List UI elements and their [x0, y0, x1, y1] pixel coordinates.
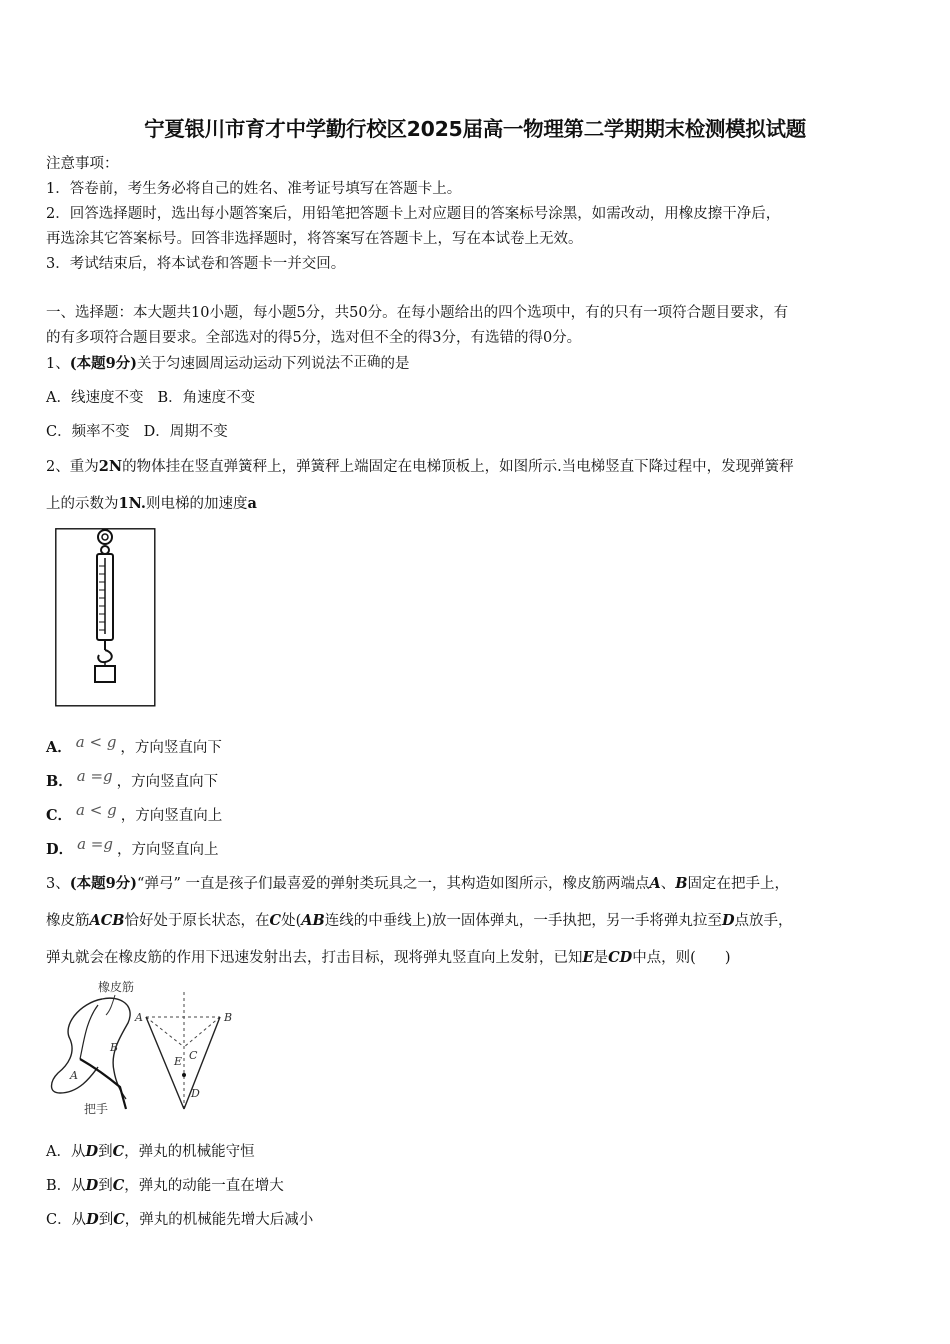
q2-weight: 2N — [98, 458, 123, 475]
q1-option-d: D．周期不变 — [143, 424, 228, 440]
q3-option-c: C．从D到C，弹丸的机械能先增大后减小 — [46, 1211, 314, 1228]
scale-ticks — [99, 566, 105, 630]
q2-option-d-math: a =g — [77, 835, 113, 853]
label-rubber-band: 橡皮筋 — [98, 980, 135, 994]
point-e — [182, 1073, 186, 1077]
notice-item-2: 2．回答选择题时，选出每小题答案后，用铅笔把答题卡上对应题目的答案标号涂黑，如需改动，用橡皮擦干净后， — [46, 206, 781, 222]
q1-option-c: C．频率不变 — [46, 424, 130, 440]
q2-option-b-math: a =g — [76, 767, 113, 785]
q1-not: 不正确 — [340, 354, 381, 370]
q1-option-a: A．线速度不变 — [46, 390, 144, 406]
q3-option-b: B．从D到C，弹丸的动能一直在增大 — [46, 1177, 284, 1194]
page-title: 宁夏银川市育才中学勤行校区2025届高一物理第二学期期末检测模拟试题 — [144, 117, 806, 141]
q2-line2-pre: 上的示数为 — [46, 496, 119, 512]
q1-option-b: B．角速度不变 — [157, 390, 256, 406]
notice-item-3: 3．考试结束后，将本试卷和答题卡一并交回。 — [46, 256, 346, 272]
q2-option-a: A． a < g ，方向竖直向下 — [46, 733, 222, 756]
bd-band — [184, 1017, 220, 1109]
section-instructions-2: 的有多项符合题目要求。全部选对的得5分，选对但不全的得3分，有选错的得0分。 — [46, 330, 582, 346]
fig-left-label-b: B — [110, 1041, 119, 1054]
hook — [98, 650, 112, 662]
q2-option-d: D． a =g ，方向竖直向上 — [46, 835, 219, 858]
q2-stem — [46, 455, 794, 476]
label-handle: 把手 — [84, 1102, 109, 1116]
q2-option-b: B． a =g ，方向竖直向下 — [46, 767, 219, 790]
fig-label-a: A — [135, 1011, 143, 1024]
q2-stem-line2 — [46, 492, 257, 513]
q2-option-c: C． a < g ，方向竖直向上 — [46, 801, 223, 824]
fig-label-b: B — [224, 1011, 233, 1024]
q2-option-a-math: a < g — [75, 733, 117, 751]
q3-stem-line3: 弹丸就会在橡皮筋的作用下迅速发射出去，打击目标，现将弹丸竖直向上发射，已知E是CD中点，则( ) — [46, 949, 731, 966]
slingshot-figure — [40, 975, 250, 1120]
q3-stem-line1: 3、(本题9分)“弹弓” 一直是孩子们最喜爱的弹射类玩具之一，其构造如图所示，橡皮筋两端点A、B固定在把手上， — [46, 875, 790, 892]
spring-scale-figure — [55, 528, 157, 708]
fig-left-label-a: A — [70, 1069, 78, 1082]
scale-hook-ring — [101, 546, 109, 554]
notice-item-2-cont: 再选涂其它答案标号。回答非选择题时，将答案写在答题卡上，写在本试卷上无效。 — [46, 231, 583, 247]
fig-label-d: D — [191, 1087, 200, 1100]
fig-label-c: C — [189, 1049, 198, 1062]
top-ring — [98, 530, 112, 544]
q2-reading: 1N. — [118, 495, 146, 512]
q1-stem — [46, 350, 410, 373]
q1-text: 关于匀速圆周运动运动下列说法 — [137, 356, 341, 372]
q2-line2-post: 则电梯的加速度 — [145, 496, 248, 512]
q1-options-ab — [46, 386, 255, 407]
q2-stem-mid: 的物体挂在竖直弹簧秤上，弹簧秤上端固定在电梯顶板上，如图所示.当电梯竖直下降过程中，发现弹簧秤 — [122, 459, 794, 475]
q1-number: 1、 — [46, 356, 70, 372]
q1-tag: (本题9分) — [69, 355, 138, 372]
q2-option-c-math: a < g — [76, 801, 117, 819]
top-ring-inner — [102, 534, 108, 540]
notice-item-1: 1．答卷前，考生务必将自己的姓名、准考证号填写在答题卡上。 — [46, 181, 462, 197]
q1-options-cd — [46, 420, 228, 441]
q2-stem-prefix: 2、重为 — [46, 459, 99, 475]
q3-stem-line2: 橡皮筋ACB恰好处于原长状态，在C处(AB连线的中垂线上)放一固体弹丸，一手执把，另一手将弹丸拉至D点放手， — [46, 912, 793, 929]
q2-variable: a — [247, 495, 257, 512]
notice-heading: 注意事项： — [46, 156, 119, 172]
q3-option-a: A．从D到C，弹丸的机械能守恒 — [46, 1143, 255, 1160]
rubber-band — [80, 1005, 98, 1059]
q1-end: 的是 — [380, 356, 410, 372]
hanging-weight — [95, 666, 115, 682]
section-instructions-1: 一、选择题：本大题共10小题，每小题5分，共50分。在每小题给出的四个选项中，有的只有一项符合题目要求，有 — [46, 305, 789, 321]
fig-label-e: E — [174, 1055, 183, 1068]
slingshot-outline-right — [68, 998, 130, 1099]
